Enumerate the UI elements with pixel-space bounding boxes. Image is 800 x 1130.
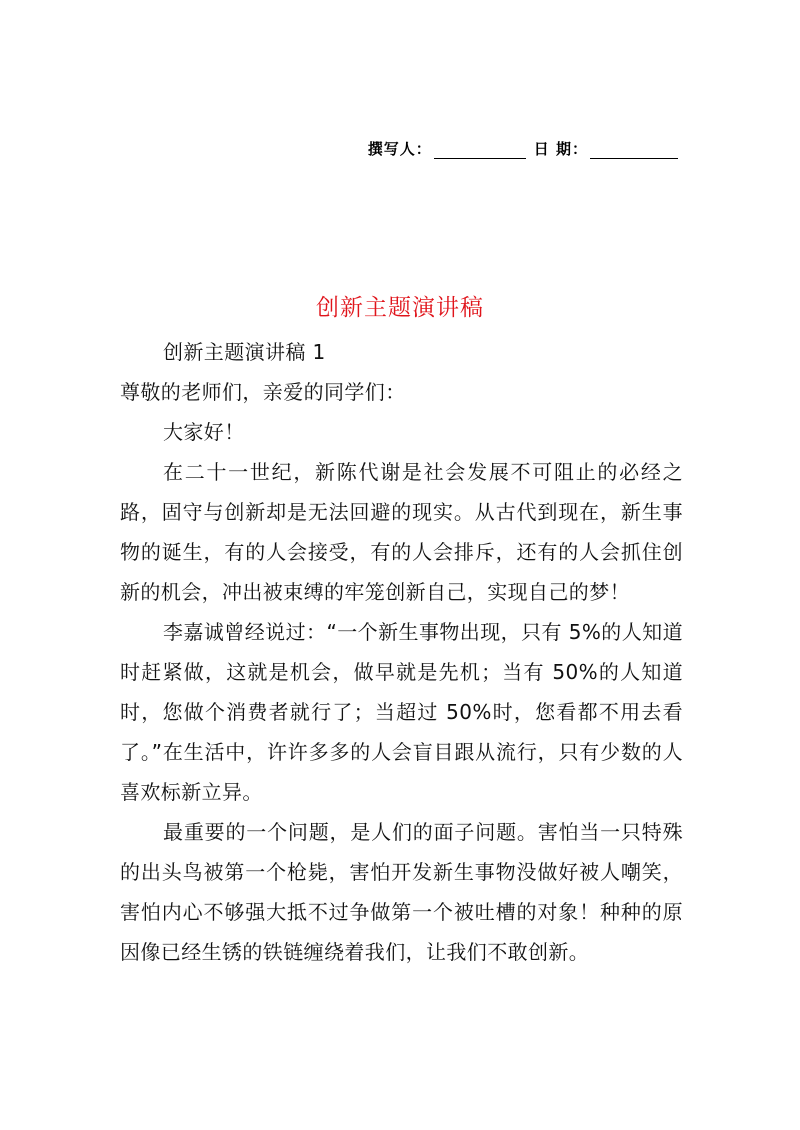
author-date-line xyxy=(368,138,680,159)
paragraph-3: 最重要的一个问题，是人们的面子问题。害怕当一只特殊的出头鸟被第一个枪毙，害怕开发新生事物没做好被人嘲笑，害怕内心不够强大抵不过争做第一个被吐槽的对象！种种的原因像已经生锈的铁链缠绕着我们，让我们不敢创新。 xyxy=(120,820,683,964)
author-label: 撰写人： xyxy=(367,140,432,158)
author-blank xyxy=(434,142,526,159)
document-title: 创新主题演讲稿 xyxy=(316,295,484,321)
document-body xyxy=(120,332,683,972)
paragraph-1: 在二十一世纪，新陈代谢是社会发展不可阻止的必经之路，固守与创新却是无法回避的现实。从古代到现在，新生事物的诞生，有的人会接受，有的人会排斥，还有的人会抓住创新的机会，冲出被束缚的牢笼创新自己，实现自己的梦！ xyxy=(120,460,683,604)
date-label: 日 期： xyxy=(533,140,588,158)
greeting: 大家好！ xyxy=(163,420,245,444)
date-blank xyxy=(590,142,678,159)
speech-subtitle: 创新主题演讲稿 1 xyxy=(163,340,326,364)
salutation: 尊敬的老师们，亲爱的同学们： xyxy=(120,380,406,404)
paragraph-2: 李嘉诚曾经说过：“一个新生事物出现，只有 5%的人知道时赶紧做，这就是机会，做早就是先机；当有 50%的人知道时，您做个消费者就行了；当超过 50%时，您看都不用去看了。”在生活中，许许多多的人会盲目跟从流行，只有少数的人喜欢标新立异。 xyxy=(120,620,683,804)
